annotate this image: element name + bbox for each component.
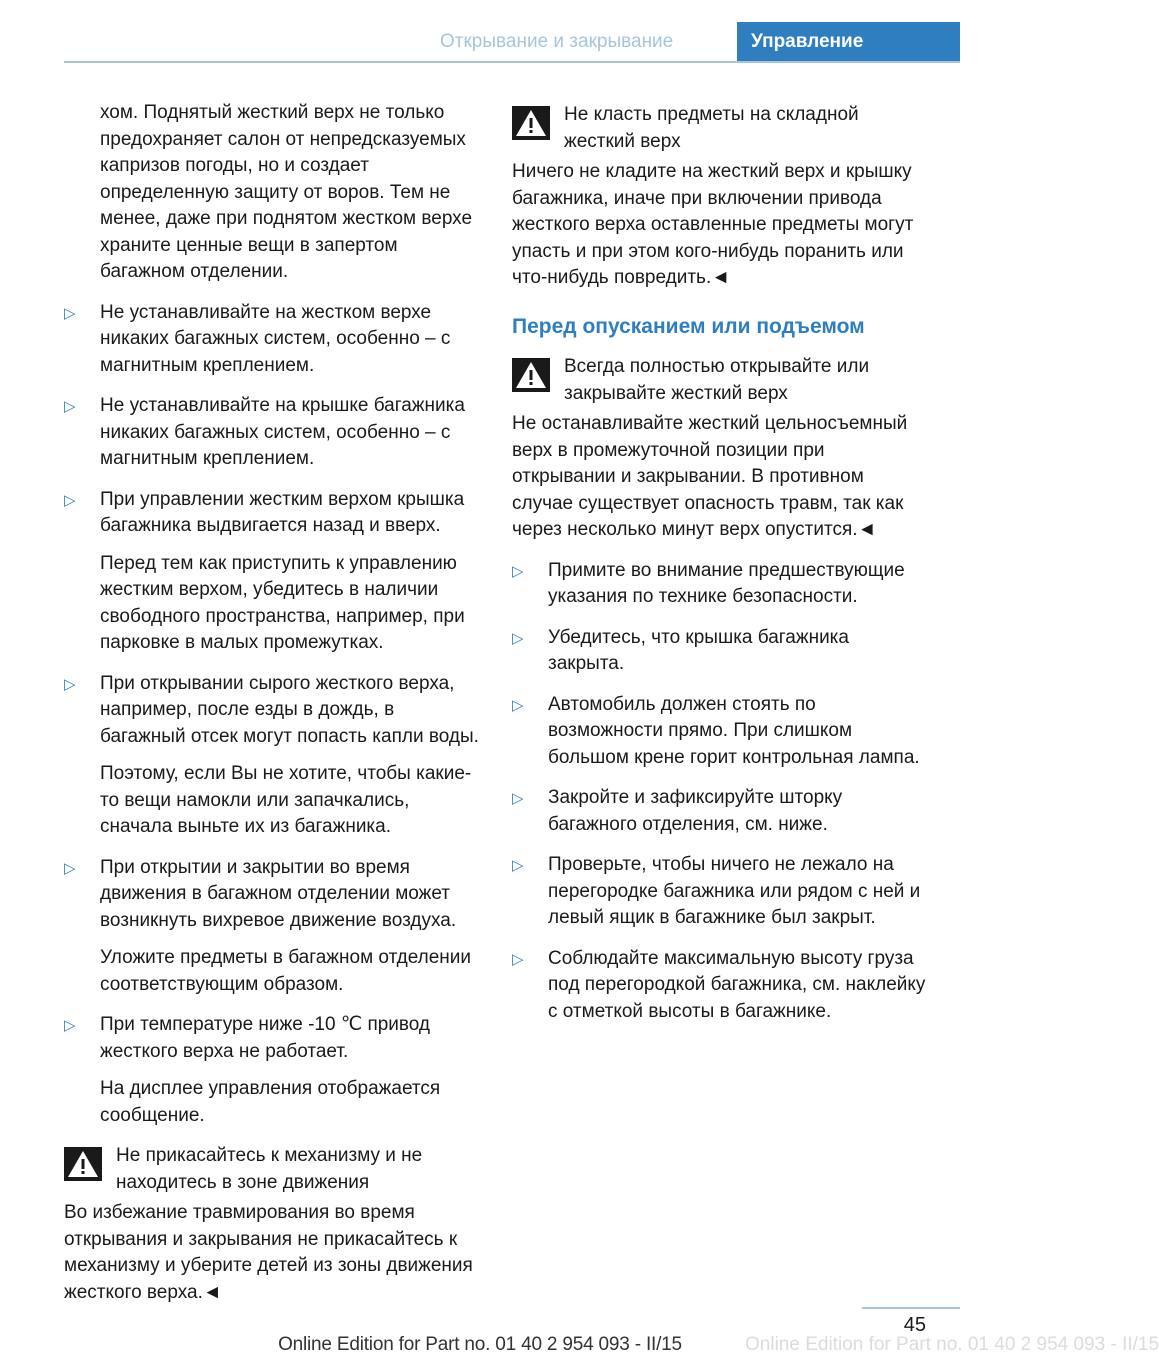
list-item <box>64 300 482 380</box>
list-item-text: При управлении жестким верхом крышка багажника выдвигается назад и вверх. <box>100 488 465 536</box>
triangle-bullet-icon: ▷ <box>512 789 524 807</box>
warning-title: Не класть предметы на складной жесткий верх <box>564 104 859 152</box>
footer-rule <box>862 1307 960 1309</box>
header-rule <box>64 61 960 63</box>
list-item-text: При открывании сырого жесткого верха, например, после езды в дождь, в багажный отсек могут попасть капли воды. <box>100 672 479 747</box>
list-item <box>64 855 482 999</box>
list-item <box>512 692 930 772</box>
triangle-bullet-icon: ▷ <box>512 695 524 714</box>
warning-triangle-icon <box>512 106 550 140</box>
triangle-bullet-icon: ▷ <box>64 303 76 322</box>
footer-edition: Online Edition for Part no. 01 40 2 954 093 - II/15 <box>278 1334 682 1355</box>
triangle-bullet-icon: ▷ <box>64 674 76 693</box>
triangle-bullet-icon: ▷ <box>64 397 76 415</box>
triangle-bullet-icon: ▷ <box>512 561 524 580</box>
page-header <box>0 0 960 64</box>
list-item-text: Автомобиль должен стоять по возможности прямо. При слишком большом крене горит контрольная лампа. <box>548 693 920 768</box>
warning-triangle-icon <box>512 358 550 392</box>
list-item-text: Соблюдайте максимальную высоту груза под перегородкой багажника, см. наклейку с отметкой высоты в багажнике. <box>548 947 926 1022</box>
warning-title: Всегда полностью открывайте или закрывайте жесткий верх <box>564 356 870 404</box>
right-column <box>512 100 930 1039</box>
triangle-bullet-icon: ▷ <box>512 949 524 968</box>
list-item-text: Не устанавливайте на крышке багажника никаких багажных систем, особенно – с магнитным креплением. <box>100 395 465 469</box>
triangle-bullet-icon: ▷ <box>512 856 524 874</box>
list-item-note: Перед тем как приступить к управлению жестким верхом, убедитесь в наличии свободного пространства, например, при парковке в малых промежутках. <box>100 552 465 653</box>
warning-block <box>512 354 930 407</box>
section-heading: Перед опусканием или подъемом <box>512 314 865 338</box>
left-column <box>64 100 482 1306</box>
warning-text: Не останавливайте жесткий цельносъемный верх в промежуточной позиции при открывании и закрывании. В противном случае существует опасность травм, так как через несколько минут верх опустится.◄ <box>512 413 908 540</box>
list-item <box>64 393 482 473</box>
warning-text: Во избежание травмирования во время открывания и закрывания не прикасайтесь к механизму и уберите детей из зоны движения жесткого верха.◄ <box>64 1202 473 1303</box>
list-item-text: Не устанавливайте на жестком верхе никаких багажных систем, особенно – с магнитным креплением. <box>100 301 451 376</box>
list-item-note: На дисплее управления отображается сообщение. <box>100 1078 441 1126</box>
warning-block <box>512 102 930 155</box>
intro-paragraph: хом. Поднятый жесткий верх не только предохраняет салон от непредсказуемых капризов погоды, но и создает определенную защиту от воров. Тем не менее, даже при поднятом жестком верхе храните ценные вещи в запертом багажном отделении. <box>100 102 473 282</box>
list-item <box>64 671 482 841</box>
list-item-text: Примите во внимание предшествующие указания по технике безопасности. <box>548 559 905 607</box>
section-label: Открывание и закрывание <box>440 31 674 52</box>
triangle-bullet-icon: ▷ <box>64 858 76 877</box>
list-item-text: Убедитесь, что крышка багажника закрыта. <box>548 626 849 674</box>
triangle-bullet-icon: ▷ <box>64 1016 76 1034</box>
warning-title: Не прикасайтесь к механизму и не находитесь в зоне движения <box>116 1145 423 1193</box>
list-item-text: При открытии и закрытии во время движения в багажном отделении может возникнуть вихревое движение воздуха. <box>100 856 457 931</box>
warning-triangle-icon <box>64 1147 102 1181</box>
list-item <box>512 625 930 678</box>
list-item <box>64 487 482 657</box>
warning-block <box>64 1143 482 1196</box>
list-item-text: Проверьте, чтобы ничего не лежало на перегородке багажника или рядом с ней и левый ящик в багажнике был закрыт. <box>548 854 921 928</box>
list-item <box>512 852 930 932</box>
triangle-bullet-icon: ▷ <box>512 628 524 647</box>
list-item-text: При температуре ниже -10 ℃ привод жесткого верха не работает. <box>100 1014 431 1062</box>
list-item <box>512 946 930 1026</box>
list-item-note: Поэтому, если Вы не хотите, чтобы какие-то вещи намокли или запачкались, сначала выньте их из багажника. <box>100 763 472 837</box>
list-item-note: Уложите предметы в багажном отделении соответствующим образом. <box>100 947 472 995</box>
list-item <box>512 785 930 838</box>
footer-watermark: Online Edition for Part no. 01 40 2 954 093 - II/15 <box>745 1334 1159 1355</box>
page-number: 45 <box>903 1314 926 1336</box>
chapter-tab: Управление <box>737 22 960 62</box>
list-item-text: Закройте и зафиксируйте шторку багажного отделения, см. ниже. <box>548 787 843 835</box>
triangle-bullet-icon: ▷ <box>64 490 76 509</box>
warning-text: Ничего не кладите на жесткий верх и крышку багажника, иначе при включении привода жесткого верха оставленные предметы могут упасть и при этом кого-нибудь поранить или что-нибудь повредить.◄ <box>512 161 914 288</box>
list-item <box>512 558 930 611</box>
list-item <box>64 1012 482 1129</box>
